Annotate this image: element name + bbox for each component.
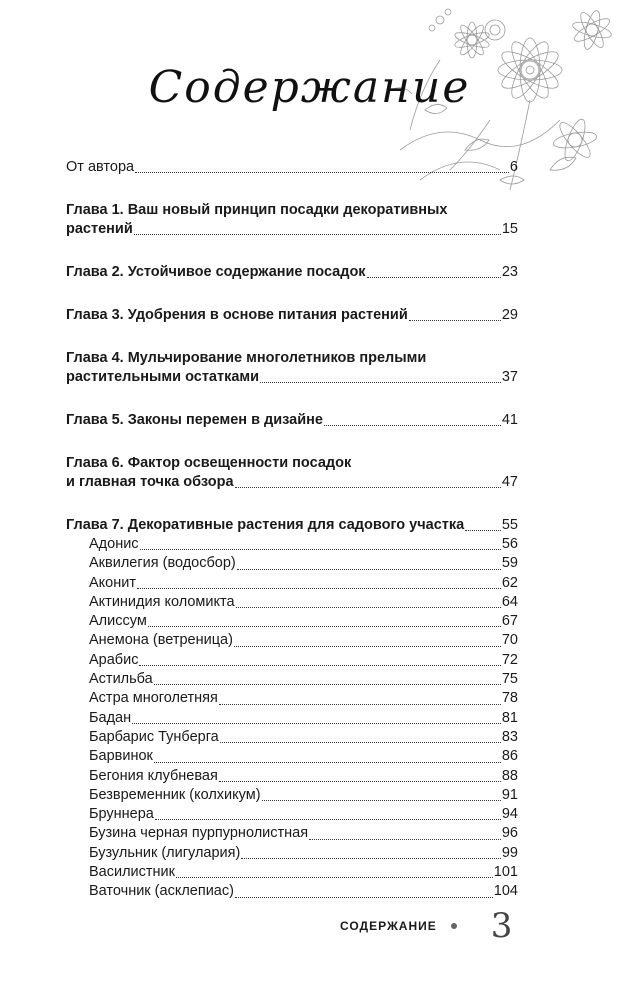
table-of-contents bbox=[66, 158, 518, 902]
toc-subentry-page: 86 bbox=[501, 748, 518, 765]
toc-subentry-page: 94 bbox=[501, 806, 518, 823]
toc-subentry[interactable] bbox=[89, 767, 518, 786]
toc-subentry[interactable] bbox=[89, 631, 518, 650]
toc-subentry[interactable] bbox=[89, 593, 518, 612]
toc-chapter-page: 15 bbox=[501, 221, 518, 237]
toc-entry-intro[interactable] bbox=[66, 158, 518, 177]
dot-leader bbox=[154, 762, 501, 763]
dot-leader bbox=[465, 530, 501, 531]
toc-subentry-text: Ваточник (асклепиас) bbox=[89, 883, 234, 900]
dot-leader bbox=[219, 704, 501, 705]
running-footer bbox=[340, 906, 512, 946]
toc-subentry-text: Астра многолетняя bbox=[89, 690, 218, 707]
toc-subentry-text: Алиссум bbox=[89, 613, 147, 630]
dot-leader bbox=[176, 877, 493, 878]
dot-leader bbox=[148, 626, 501, 627]
toc-subentry-text: Василистник bbox=[89, 864, 175, 881]
toc-subentry-page: 96 bbox=[501, 825, 518, 842]
dot-leader bbox=[309, 839, 501, 840]
dot-leader bbox=[235, 487, 501, 488]
toc-subentry-text: Астильба bbox=[89, 671, 153, 688]
dot-leader bbox=[135, 172, 509, 173]
toc-subentry-text: Бузульник (лигулария) bbox=[89, 844, 241, 861]
dot-leader bbox=[367, 277, 501, 278]
toc-subentry-text: Адонис bbox=[89, 536, 139, 552]
toc-chapter-title: и главная точка обзора bbox=[66, 474, 234, 490]
toc-subentry-text: Арабис bbox=[89, 651, 139, 668]
toc-chapter-title-line: Глава 4. Мульчирование многолетников прелыми bbox=[66, 350, 427, 366]
toc-subentry-page: 59 bbox=[501, 555, 518, 572]
toc-subentry-text: Бузина черная пурпурнолистная bbox=[89, 825, 309, 842]
toc-chapter-4[interactable] bbox=[66, 349, 518, 387]
dot-leader bbox=[409, 320, 501, 321]
toc-chapter-title-line: Глава 1. Ваш новый принцип посадки декоративных bbox=[66, 202, 448, 218]
toc-subentry[interactable] bbox=[89, 863, 518, 882]
toc-subentry-page: 81 bbox=[501, 709, 518, 726]
toc-subentry-text: Актинидия коломикта bbox=[89, 593, 235, 610]
toc-chapter-1[interactable] bbox=[66, 201, 518, 239]
toc-chapter-title: Глава 2. Устойчивое содержание посадок bbox=[66, 264, 366, 280]
toc-chapter-3[interactable] bbox=[66, 306, 518, 325]
toc-subentry[interactable] bbox=[89, 824, 518, 843]
toc-subentry-page: 99 bbox=[501, 844, 518, 861]
toc-subentry-page: 70 bbox=[501, 632, 518, 649]
toc-subentry[interactable] bbox=[89, 786, 518, 805]
toc-subentry[interactable] bbox=[89, 554, 518, 573]
toc-subentry-text: Аконит bbox=[89, 574, 136, 591]
toc-subentry[interactable] bbox=[89, 805, 518, 824]
toc-chapter-page: 41 bbox=[501, 412, 518, 428]
toc-chapter-page: 23 bbox=[501, 264, 518, 280]
toc-subentry[interactable] bbox=[89, 612, 518, 631]
toc-subentry[interactable] bbox=[89, 574, 518, 593]
toc-subentry-page: 72 bbox=[501, 651, 518, 668]
toc-subentry-page: 104 bbox=[493, 883, 518, 900]
page-title: Содержание bbox=[148, 62, 471, 113]
toc-subentry-text: Барбарис Тунберга bbox=[89, 728, 219, 745]
toc-subentry-page: 64 bbox=[501, 593, 518, 610]
toc-entry-text: От автора bbox=[66, 159, 135, 175]
toc-chapter-page: 37 bbox=[501, 369, 518, 385]
toc-chapter-title: Глава 5. Законы перемен в дизайне bbox=[66, 412, 323, 428]
toc-entry-page: 6 bbox=[509, 159, 518, 175]
toc-chapter-page: 55 bbox=[501, 517, 518, 533]
bullet-icon bbox=[451, 923, 457, 929]
toc-subentry-text: Безвременник (колхикум) bbox=[89, 786, 261, 803]
footer-section-label: СОДЕРЖАНИЕ bbox=[340, 919, 437, 933]
toc-subentry[interactable] bbox=[89, 651, 518, 670]
dot-leader bbox=[324, 425, 501, 426]
toc-chapter-title: Глава 7. Декоративные растения для садового участка bbox=[66, 517, 465, 533]
toc-subentry[interactable] bbox=[89, 535, 518, 554]
toc-subentry-text: Бруннера bbox=[89, 806, 154, 823]
dot-leader bbox=[132, 723, 501, 724]
toc-chapter-5[interactable] bbox=[66, 411, 518, 430]
toc-subentry[interactable] bbox=[89, 882, 518, 901]
toc-subentry-text: Анемона (ветреница) bbox=[89, 632, 233, 649]
toc-subentry[interactable] bbox=[89, 709, 518, 728]
toc-subentry-page: 88 bbox=[501, 767, 518, 784]
toc-subentry-list bbox=[66, 535, 518, 902]
toc-subentry[interactable] bbox=[89, 670, 518, 689]
dot-leader bbox=[154, 684, 501, 685]
toc-subentry-page: 75 bbox=[501, 671, 518, 688]
toc-chapter-2[interactable] bbox=[66, 263, 518, 282]
toc-chapter-title: растительными остатками bbox=[66, 369, 260, 385]
toc-subentry-text: Бадан bbox=[89, 709, 132, 726]
toc-subentry-text: Бегония клубневая bbox=[89, 767, 218, 784]
toc-chapter-6[interactable] bbox=[66, 454, 518, 492]
toc-subentry[interactable] bbox=[89, 844, 518, 863]
toc-subentry-page: 62 bbox=[501, 574, 518, 591]
dot-leader bbox=[237, 569, 501, 570]
dot-leader bbox=[235, 897, 493, 898]
toc-subentry[interactable] bbox=[89, 728, 518, 747]
dot-leader bbox=[260, 382, 501, 383]
toc-subentry-page: 91 bbox=[501, 786, 518, 803]
toc-subentry-page: 83 bbox=[501, 728, 518, 745]
toc-chapter-7[interactable] bbox=[66, 516, 518, 535]
toc-chapter-title-line: Глава 6. Фактор освещенности посадок bbox=[66, 455, 352, 471]
dot-leader bbox=[139, 665, 500, 666]
dot-leader bbox=[262, 800, 501, 801]
toc-subentry-page: 56 bbox=[501, 536, 518, 552]
dot-leader bbox=[137, 588, 501, 589]
dot-leader bbox=[234, 646, 501, 647]
toc-subentry-page: 78 bbox=[501, 690, 518, 707]
toc-chapter-title: растений bbox=[66, 221, 133, 237]
toc-subentry-text: Аквилегия (водосбор) bbox=[89, 555, 236, 572]
page-number: 3 bbox=[490, 906, 513, 946]
dot-leader bbox=[241, 858, 501, 859]
toc-subentry-text: Барвинок bbox=[89, 748, 153, 765]
toc-subentry[interactable] bbox=[89, 689, 518, 708]
dot-leader bbox=[220, 742, 501, 743]
toc-subentry-page: 101 bbox=[493, 864, 518, 881]
toc-chapter-page: 29 bbox=[501, 307, 518, 323]
toc-chapter-page: 47 bbox=[501, 474, 518, 490]
dot-leader bbox=[140, 549, 501, 550]
dot-leader bbox=[236, 607, 501, 608]
dot-leader bbox=[219, 781, 501, 782]
dot-leader bbox=[134, 234, 501, 235]
toc-subentry-page: 67 bbox=[501, 613, 518, 630]
dot-leader bbox=[155, 819, 501, 820]
toc-chapter-title: Глава 3. Удобрения в основе питания растений bbox=[66, 307, 408, 323]
toc-subentry[interactable] bbox=[89, 747, 518, 766]
